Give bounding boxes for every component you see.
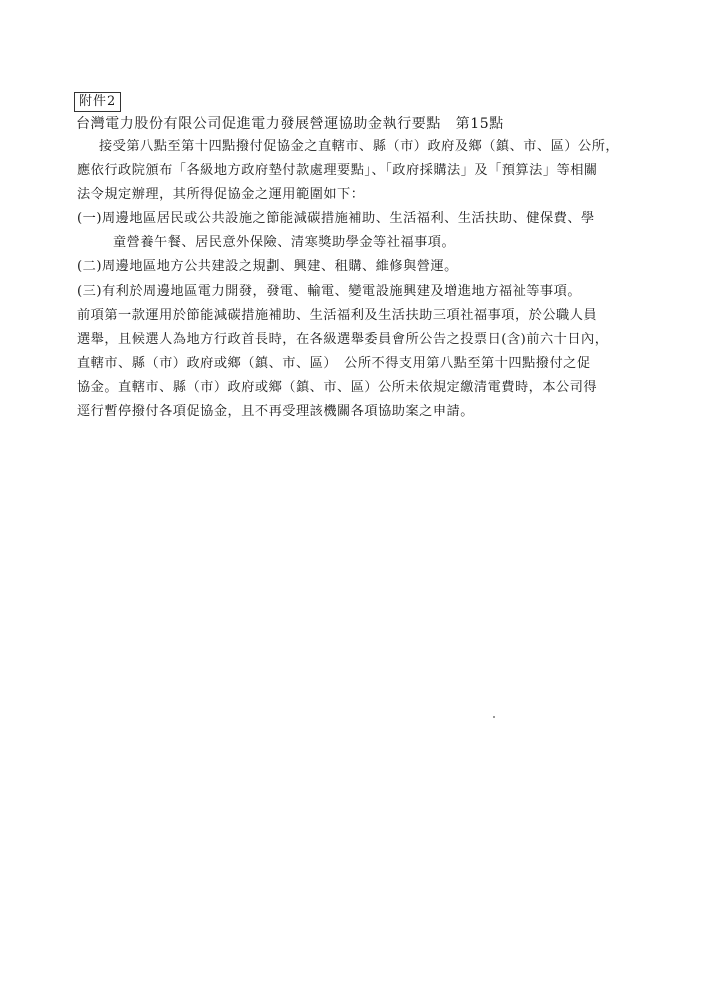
paragraph-1-line-1: 接受第八點至第十四點撥付促協金之直轄市、縣（市）政府及鄉（鎮、市、區）公所， <box>99 139 620 154</box>
paragraph-1-line-3: 法令規定辦理，其所得促協金之運用範圍如下： <box>77 187 365 202</box>
paragraph-2-line-5: 逕行暫停撥付各項促協金，且不再受理該機關各項協助案之申請。 <box>77 404 474 419</box>
paragraph-2-line-4: 協金。直轄市、縣（市）政府或鄉（鎮、市、區）公所未依規定繳清電費時，本公司得 <box>77 380 598 395</box>
paragraph-2-line-3: 直轄市、縣（市）政府或鄉（鎮、市、區） 公所不得支用第八點至第十四點撥付之促 <box>77 356 591 371</box>
attachment-label: 附件2 <box>74 92 121 112</box>
list-item-2: (二)周邊地區地方公共建設之規劃、興建、租購、維修與營運。 <box>77 259 458 274</box>
list-item-1-line-1: (一)周邊地區居民或公共設施之節能減碳措施補助、生活福利、生活扶助、健保費、學 <box>77 211 595 226</box>
scan-speck <box>493 716 495 718</box>
list-item-1-line-2: 童營養午餐、居民意外保險、清寒獎助學金等社福事項。 <box>113 235 456 250</box>
paragraph-2-line-1: 前項第一款運用於節能減碳措施補助、生活福利及生活扶助三項社福事項，於公職人員 <box>77 308 598 323</box>
paragraph-2-line-2: 選舉，且候選人為地方行政首長時，在各級選舉委員會所公告之投票日(含)前六十日內， <box>77 332 609 347</box>
list-item-3: (三)有利於周邊地區電力開發，發電、輸電、變電設施興建及增進地方福祉等事項。 <box>77 284 582 299</box>
document-title: 台灣電力股份有限公司促進電力發展營運協助金執行要點 第15點 <box>76 116 504 132</box>
paragraph-1-line-2: 應依行政院頒布「各級地方政府墊付款處理要點」、「政府採購法」及「預算法」等相關 <box>77 163 598 178</box>
